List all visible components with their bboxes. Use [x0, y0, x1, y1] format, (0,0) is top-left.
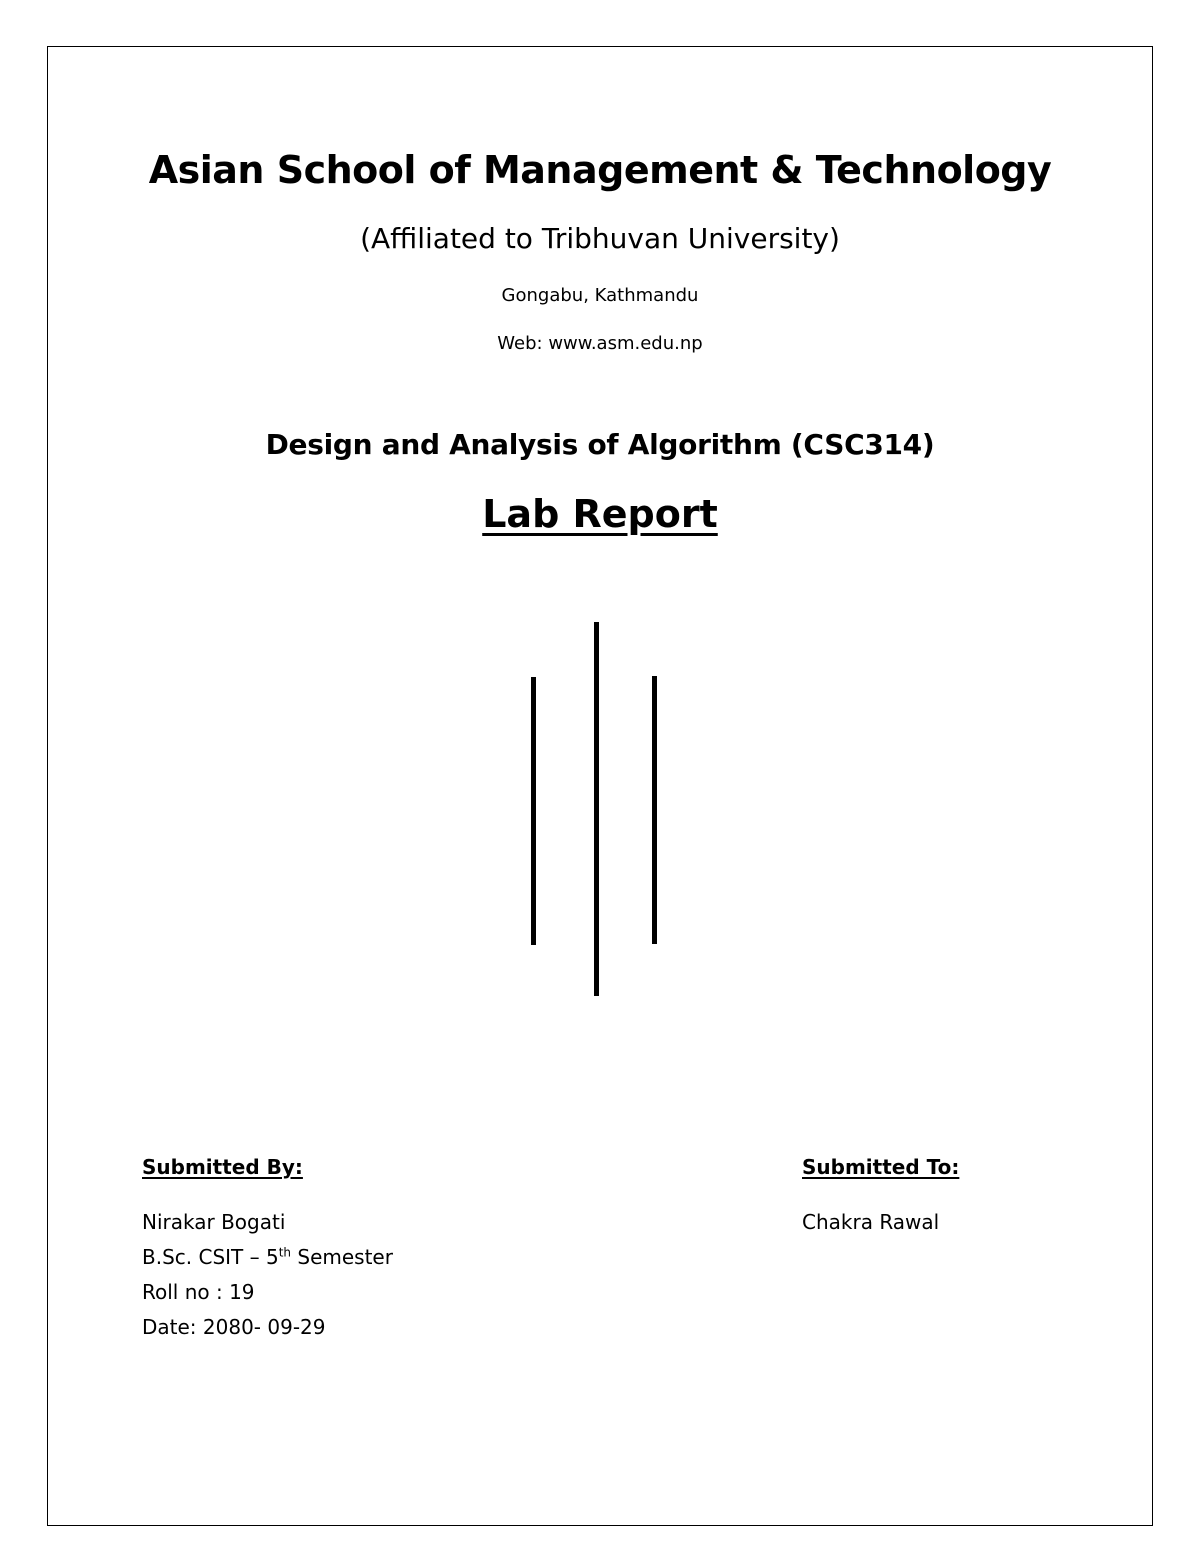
report-title: Lab Report — [482, 492, 718, 536]
submitted-by-block — [142, 1150, 393, 1345]
web-address: Web: www.asm.edu.np — [497, 333, 703, 354]
program-ordinal: th — [278, 1245, 292, 1260]
program-suffix: Semester — [291, 1245, 393, 1269]
student-name: Nirakar Bogati — [142, 1210, 286, 1234]
location-text: Gongabu, Kathmandu — [501, 285, 699, 306]
decorative-line-right — [652, 676, 657, 944]
affiliation-text: (Affiliated to Tribhuvan University) — [360, 222, 840, 255]
program-prefix: B.Sc. CSIT – 5 — [142, 1245, 279, 1269]
student-program — [142, 1240, 393, 1275]
teacher-name: Chakra Rawal — [802, 1210, 940, 1234]
submitted-by-heading: Submitted By: — [142, 1155, 303, 1179]
submitted-to-block — [802, 1150, 959, 1240]
course-title: Design and Analysis of Algorithm (CSC314) — [265, 428, 935, 461]
submitted-to-heading: Submitted To: — [802, 1155, 960, 1179]
school-name: Asian School of Management & Technology — [148, 148, 1052, 192]
decorative-line-center — [594, 622, 599, 996]
submission-date: Date: 2080- 09-29 — [142, 1315, 326, 1339]
student-roll: Roll no : 19 — [142, 1280, 255, 1304]
decorative-line-left — [531, 677, 536, 945]
